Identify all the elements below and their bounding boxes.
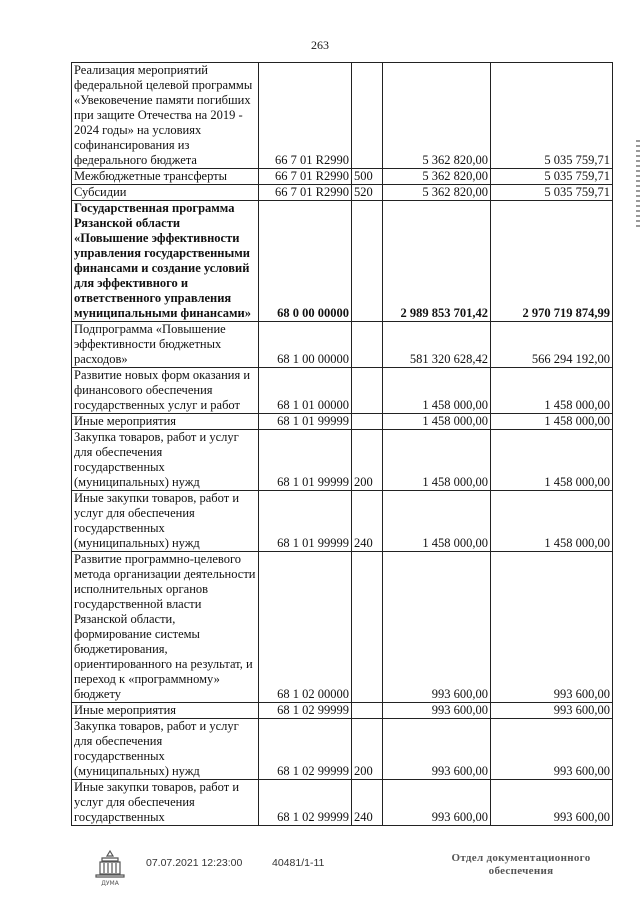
row-code-cell: 68 1 02 99999 xyxy=(259,719,352,780)
row-sum-1-cell: 993 600,00 xyxy=(383,719,491,780)
row-name-cell: Иные мероприятия xyxy=(72,703,259,719)
row-sum-1-cell: 1 458 000,00 xyxy=(383,430,491,491)
table-row xyxy=(72,169,613,185)
row-sum-1-cell: 5 362 820,00 xyxy=(383,63,491,169)
row-name-cell: Развитие программно-целевого метода организации деятельности исполнительных органов государственной власти Рязанской области, формирование системы бюджетирования, ориентированного на результат, и переход к «программному» бюджету xyxy=(72,552,259,703)
row-expense-type-cell: 500 xyxy=(352,169,383,185)
row-sum-2-cell: 993 600,00 xyxy=(491,552,613,703)
svg-text:ДУМА: ДУМА xyxy=(101,880,119,887)
row-sum-1-cell: 5 362 820,00 xyxy=(383,169,491,185)
row-sum-1-cell: 1 458 000,00 xyxy=(383,368,491,414)
row-expense-type-cell: 520 xyxy=(352,185,383,201)
row-code-cell: 66 7 01 R2990 xyxy=(259,169,352,185)
row-name-cell: Иные закупки товаров, работ и услуг для обеспечения государственных (муниципальных) нужд xyxy=(72,491,259,552)
scan-edge-mark xyxy=(636,140,640,230)
row-expense-type-cell xyxy=(352,414,383,430)
row-expense-type-cell: 200 xyxy=(352,430,383,491)
row-name-cell: Закупка товаров, работ и услуг для обеспечения государственных (муниципальных) нужд xyxy=(72,430,259,491)
row-sum-2-cell: 2 970 719 874,99 xyxy=(491,201,613,322)
row-name-cell: Развитие новых форм оказания и финансового обеспечения государственных услуг и работ xyxy=(72,368,259,414)
table-row xyxy=(72,322,613,368)
table-row xyxy=(72,552,613,703)
row-sum-2-cell: 993 600,00 xyxy=(491,703,613,719)
row-sum-2-cell: 566 294 192,00 xyxy=(491,322,613,368)
stamp-line-2: обеспечения xyxy=(488,865,554,877)
table-row xyxy=(72,719,613,780)
duma-logo-icon xyxy=(90,848,130,888)
page-number: 263 xyxy=(311,38,329,52)
row-sum-2-cell: 5 035 759,71 xyxy=(491,63,613,169)
row-expense-type-cell xyxy=(352,703,383,719)
footer-doc-number: 40481/1-11 xyxy=(272,857,325,869)
row-name-cell: Реализация мероприятий федеральной целевой программы «Увековечение памяти погибших при защите Отечества на 2019 - 2024 годы» на условиях софинансирования из федерального бюджета xyxy=(72,63,259,169)
row-name-cell: Межбюджетные трансферты xyxy=(72,169,259,185)
row-code-cell: 68 1 00 00000 xyxy=(259,322,352,368)
row-expense-type-cell xyxy=(352,63,383,169)
row-code-cell: 68 1 02 00000 xyxy=(259,552,352,703)
row-name-cell: Иные мероприятия xyxy=(72,414,259,430)
row-name-cell: Иные закупки товаров, работ и услуг для обеспечения государственных xyxy=(72,780,259,826)
row-sum-2-cell: 1 458 000,00 xyxy=(491,414,613,430)
row-sum-1-cell: 2 989 853 701,42 xyxy=(383,201,491,322)
row-sum-2-cell: 993 600,00 xyxy=(491,780,613,826)
row-name-cell: Субсидии xyxy=(72,185,259,201)
row-sum-2-cell: 5 035 759,71 xyxy=(491,169,613,185)
table-row xyxy=(72,703,613,719)
row-sum-2-cell: 1 458 000,00 xyxy=(491,491,613,552)
row-code-cell: 68 1 01 99999 xyxy=(259,491,352,552)
footer-stamp xyxy=(436,852,606,878)
row-code-cell: 68 1 01 00000 xyxy=(259,368,352,414)
table-row xyxy=(72,780,613,826)
row-expense-type-cell xyxy=(352,322,383,368)
row-expense-type-cell: 240 xyxy=(352,780,383,826)
row-expense-type-cell: 200 xyxy=(352,719,383,780)
budget-table xyxy=(71,62,613,826)
row-sum-1-cell: 5 362 820,00 xyxy=(383,185,491,201)
row-sum-1-cell: 1 458 000,00 xyxy=(383,414,491,430)
row-sum-1-cell: 993 600,00 xyxy=(383,780,491,826)
row-sum-1-cell: 581 320 628,42 xyxy=(383,322,491,368)
row-expense-type-cell xyxy=(352,552,383,703)
table-row xyxy=(72,185,613,201)
table-row xyxy=(72,491,613,552)
row-code-cell: 68 1 02 99999 xyxy=(259,780,352,826)
row-code-cell: 68 1 01 99999 xyxy=(259,430,352,491)
row-sum-1-cell: 993 600,00 xyxy=(383,552,491,703)
table-row xyxy=(72,201,613,322)
row-sum-1-cell: 993 600,00 xyxy=(383,703,491,719)
row-code-cell: 66 7 01 R2990 xyxy=(259,185,352,201)
row-sum-2-cell: 1 458 000,00 xyxy=(491,430,613,491)
row-expense-type-cell xyxy=(352,368,383,414)
row-code-cell: 68 0 00 00000 xyxy=(259,201,352,322)
row-code-cell: 66 7 01 R2990 xyxy=(259,63,352,169)
row-expense-type-cell: 240 xyxy=(352,491,383,552)
table-row xyxy=(72,63,613,169)
row-code-cell: 68 1 02 99999 xyxy=(259,703,352,719)
table-row xyxy=(72,430,613,491)
table-row xyxy=(72,368,613,414)
row-code-cell: 68 1 01 99999 xyxy=(259,414,352,430)
row-sum-2-cell: 993 600,00 xyxy=(491,719,613,780)
row-expense-type-cell xyxy=(352,201,383,322)
footer-datetime: 07.07.2021 12:23:00 xyxy=(146,857,243,869)
budget-table-body xyxy=(72,63,613,826)
row-name-cell: Государственная программа Рязанской области «Повышение эффективности управления государственными финансами и создание условий для эффективного и ответственного управления муниципальными финансами» xyxy=(72,201,259,322)
row-sum-1-cell: 1 458 000,00 xyxy=(383,491,491,552)
row-sum-2-cell: 5 035 759,71 xyxy=(491,185,613,201)
table-row xyxy=(72,414,613,430)
row-name-cell: Подпрограмма «Повышение эффективности бюджетных расходов» xyxy=(72,322,259,368)
row-sum-2-cell: 1 458 000,00 xyxy=(491,368,613,414)
row-name-cell: Закупка товаров, работ и услуг для обеспечения государственных (муниципальных) нужд xyxy=(72,719,259,780)
stamp-line-1: Отдел документационного xyxy=(451,852,591,864)
